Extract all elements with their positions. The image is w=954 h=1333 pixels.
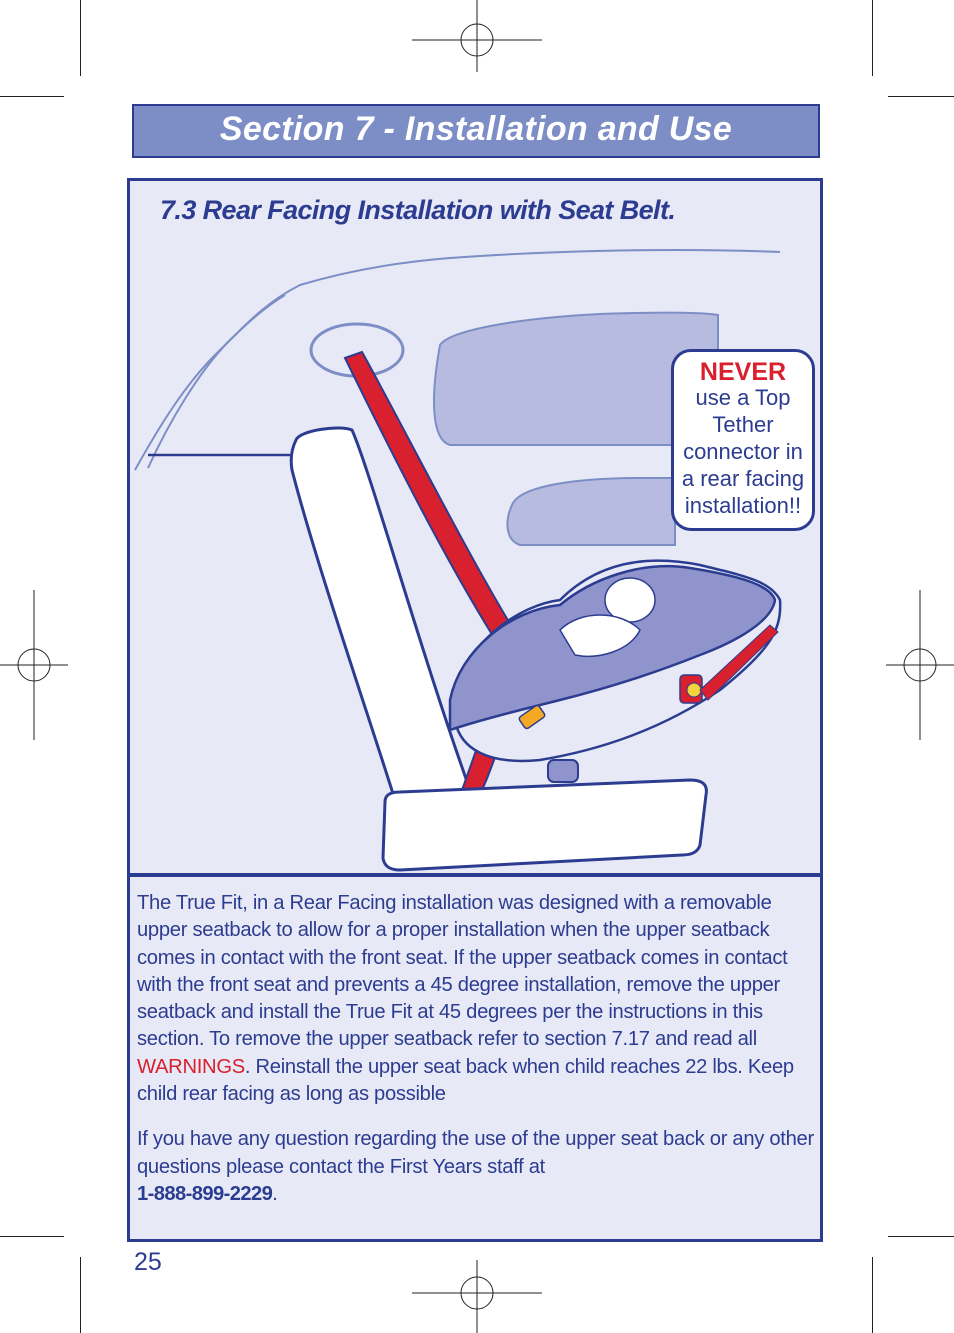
panel-divider bbox=[127, 873, 823, 877]
callout-emphasis: NEVER bbox=[699, 358, 787, 386]
paragraph-2-tail: . bbox=[272, 1182, 278, 1205]
subsection-title: 7.3 Rear Facing Installation with Seat Belt. bbox=[160, 195, 676, 225]
instructions-paragraph-2 bbox=[137, 1126, 817, 1208]
section-title: Section 7 - Installation and Use bbox=[219, 110, 733, 148]
section-header bbox=[132, 104, 820, 158]
paragraph-2-text: If you have any question regarding the use of the upper seat back or any other questions please contact the First Years staff at bbox=[137, 1128, 814, 1178]
never-callout bbox=[671, 349, 815, 531]
instructions-paragraph-1 bbox=[137, 890, 817, 1108]
paragraph-1-tail: . Reinstall the upper seat back when child reaches 22 lbs. Keep child rear facing as long as possible bbox=[137, 1055, 794, 1106]
seat-cushion bbox=[383, 780, 706, 870]
callout-text: use a Top Tether connector in a rear facing installation!! bbox=[681, 385, 805, 518]
side-window bbox=[507, 478, 675, 545]
phone-number: 1-888-899-2229 bbox=[137, 1182, 273, 1205]
installation-illustration bbox=[130, 240, 820, 872]
page-number: 25 bbox=[134, 1248, 162, 1276]
car-seat bbox=[450, 561, 780, 782]
seat-back bbox=[291, 428, 470, 800]
instructions-text bbox=[137, 890, 817, 1208]
paragraph-1-text: The True Fit, in a Rear Facing installation was designed with a removable upper seatback to allow for a proper installation when the upper seatback comes in contact with the front seat. If the upper seatback comes in contact with the front seat and prevents a 45 degree installation, remove the upper seatback and install the True Fit at 45 degrees per the instructions in this section. To remove the upper seatback refer to section 7.17 and read all bbox=[137, 892, 788, 1051]
warnings-link-text: WARNINGS bbox=[137, 1055, 245, 1078]
